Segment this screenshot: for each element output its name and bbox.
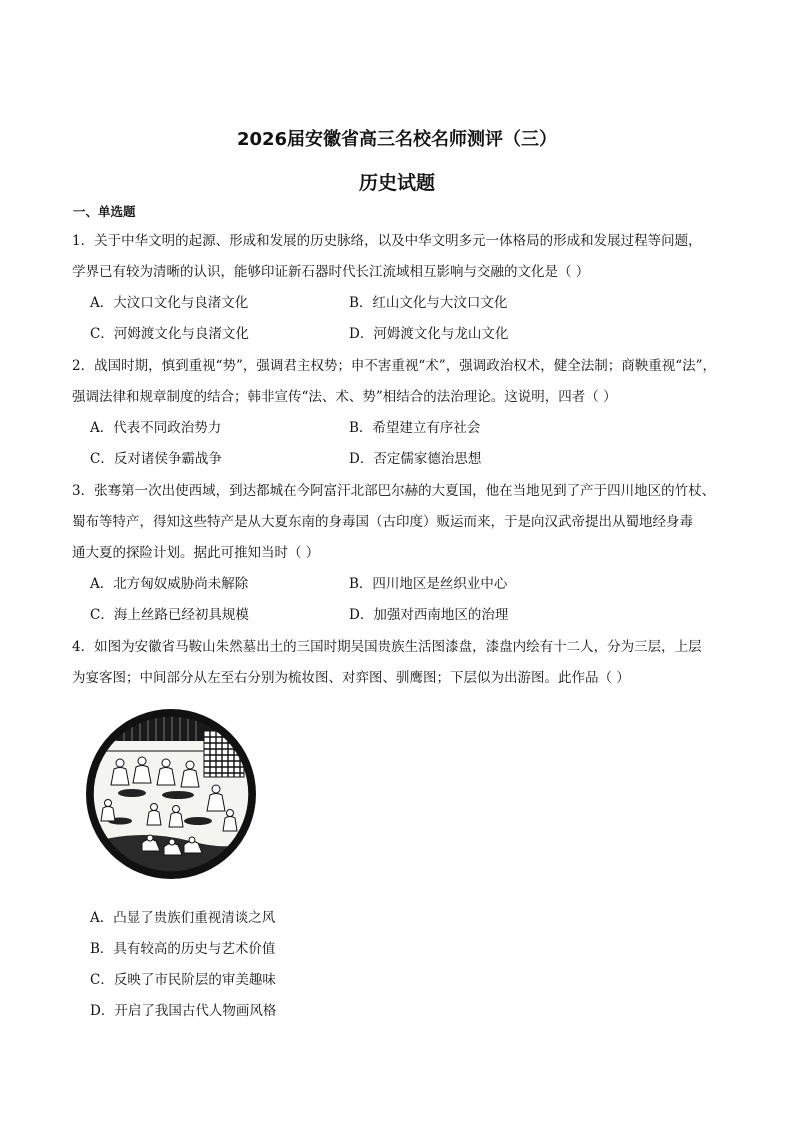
question-2-line-1: 2．战国时期，慎到重视“势”，强调君主权势；申不害重视“术”，强调政治权术，健全法制；商鞅重视“法”， xyxy=(72,358,716,374)
question-4-option-c: C．反映了市民阶层的审美趣味 xyxy=(90,972,276,988)
question-3-option-a: A．北方匈奴威胁尚未解除 xyxy=(90,576,249,592)
question-1-line-2: 学界已有较为清晰的认识，能够印证新石器时代长江流域相互影响与交融的文化是（ ） xyxy=(72,264,590,280)
lacquer-plate-drawing xyxy=(80,703,262,885)
question-4-line-2: 为宴客图；中间部分从左至右分别为梳妆图、对弈图、驯鹰图；下层似为出游图。此作品（ ） xyxy=(72,670,630,686)
question-2-line-2: 强调法律和规章制度的结合；韩非宣传“法、术、势”相结合的法治理论。这说明，四者（ ） xyxy=(72,389,617,405)
question-1-option-c: C．河姆渡文化与良渚文化 xyxy=(90,326,249,342)
question-3-option-d: D．加强对西南地区的治理 xyxy=(349,607,509,623)
question-1-option-a: A．大汶口文化与良渚文化 xyxy=(90,295,249,311)
exam-subtitle: 历史试题 xyxy=(358,172,435,194)
section-heading: 一、单选题 xyxy=(73,204,136,219)
question-2-option-a: A．代表不同政治势力 xyxy=(90,420,222,436)
question-3-line-2: 蜀布等特产，得知这些特产是从大夏东南的身毒国（古印度）贩运而来，于是向汉武帝提出从蜀地经身毒 xyxy=(72,514,693,530)
question-4-line-1: 4．如图为安徽省马鞍山朱然墓出土的三国时期吴国贵族生活图漆盘，漆盘内绘有十二人，分为三层，上层 xyxy=(72,639,702,655)
question-3-line-3: 通大夏的探险计划。据此可推知当时（ ） xyxy=(72,545,320,561)
question-3-option-c: C．海上丝路已经初具规模 xyxy=(90,607,249,623)
question-3-option-b: B．四川地区是丝织业中心 xyxy=(349,576,508,592)
lacquer-plate-image xyxy=(80,703,262,885)
question-1-option-d: D．河姆渡文化与龙山文化 xyxy=(349,326,509,342)
exam-title: 2026届安徽省高三名校名师测评（三） xyxy=(236,129,558,150)
question-1-option-b: B．红山文化与大汶口文化 xyxy=(349,295,508,311)
question-2-option-b: B．希望建立有序社会 xyxy=(349,420,481,436)
question-3-line-1: 3．张骞第一次出使西域，到达都城在今阿富汗北部巴尔赫的大夏国，他在当地见到了产于四川地区的竹杖、 xyxy=(72,483,716,499)
question-2-option-c: C．反对诸侯争霸战争 xyxy=(90,451,222,467)
question-2-option-d: D．否定儒家德治思想 xyxy=(349,451,482,467)
question-4-option-a: A．凸显了贵族们重视清谈之风 xyxy=(90,910,276,926)
question-1-line-1: 1．关于中华文明的起源、形成和发展的历史脉络，以及中华文明多元一体格局的形成和发展过程等问题， xyxy=(72,233,702,249)
question-4-option-d: D．开启了我国古代人物画风格 xyxy=(90,1003,277,1019)
question-4-option-b: B．具有较高的历史与艺术价值 xyxy=(90,941,276,957)
